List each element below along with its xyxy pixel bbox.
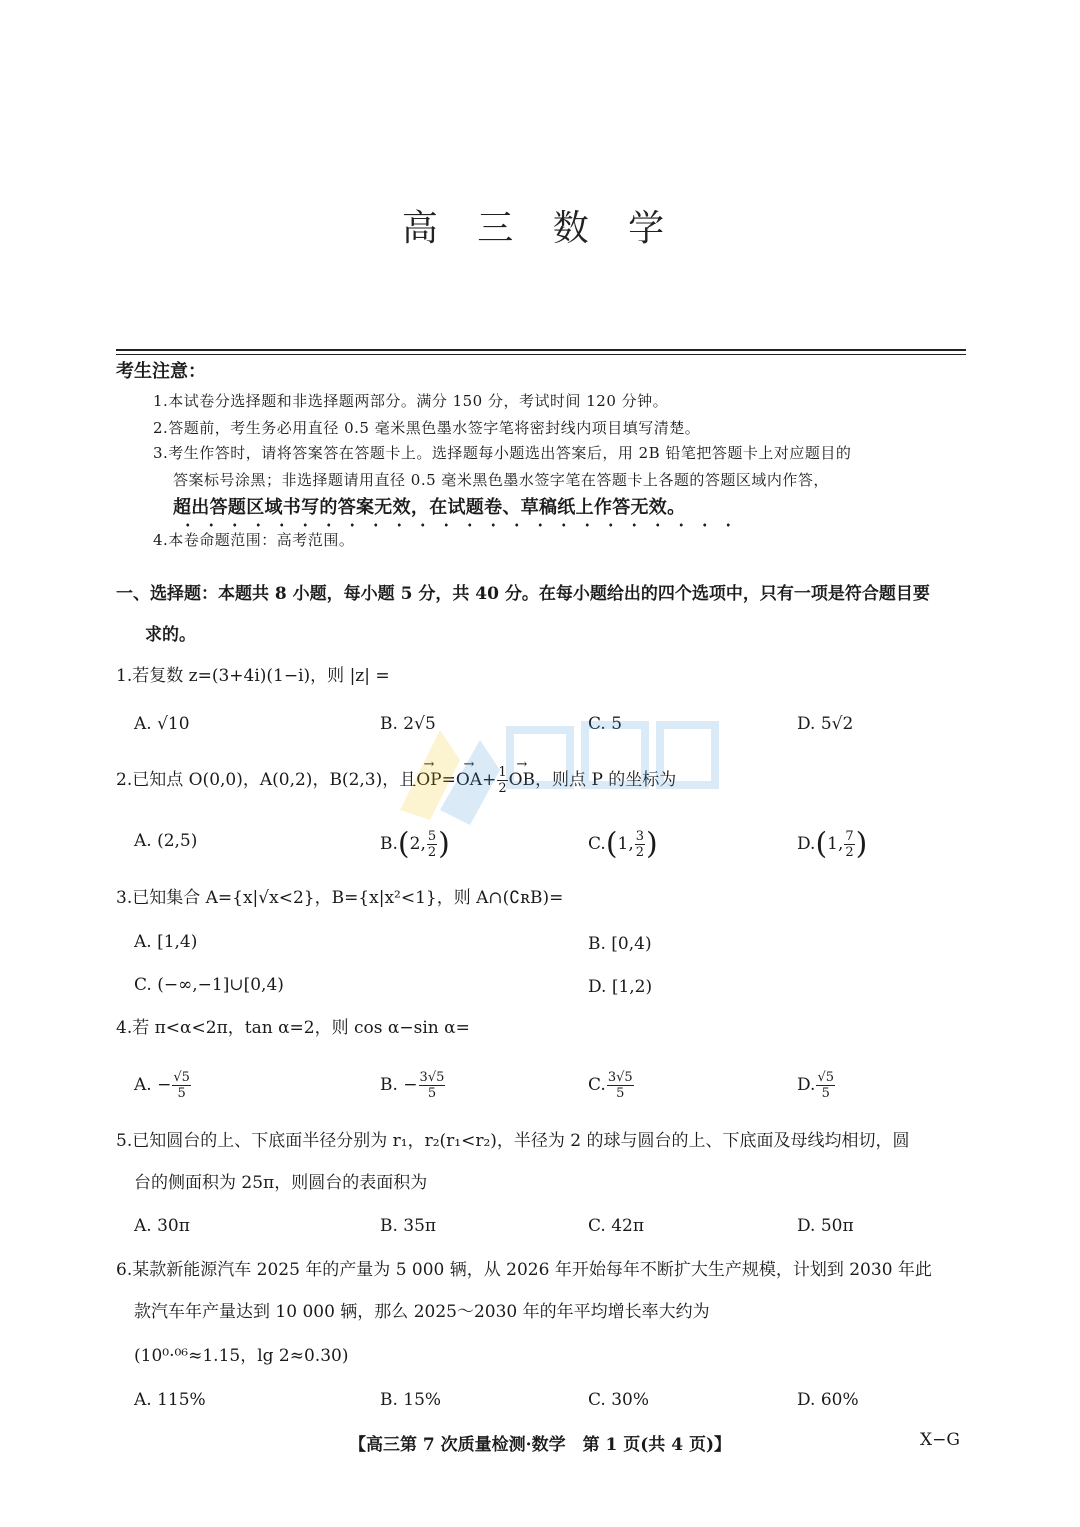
q6-option-b: B. 15% <box>380 1390 442 1410</box>
question-5-stem: 5.已知圆台的上、下底面半径分别为 r₁，r₂(r₁<r₂)，半径为 2 的球与圆台的上、下底面及母线均相切，圆 <box>116 1131 910 1151</box>
q5-option-a: A. 30π <box>134 1216 190 1236</box>
vector-ob: → OB <box>509 768 535 792</box>
question-4-stem: 4.若 π<α<2π，tan α=2，则 cos α−sin α= <box>116 1018 470 1038</box>
section-heading: 一、选择题：本题共 8 小题，每小题 5 分，共 40 分。在每小题给出的四个选项中，只有一项是符合题目要 <box>116 584 930 604</box>
q1-option-b: B. 2√5 <box>380 714 436 734</box>
q1-option-c: C. 5 <box>588 714 623 734</box>
q5-option-c: C. 42π <box>588 1216 645 1236</box>
q2-plus: + <box>482 770 497 790</box>
q3-option-b: B. [0,4) <box>588 934 652 954</box>
divider-thick <box>116 349 966 351</box>
question-6-hint: (10⁰·⁰⁶≈1.15，lg 2≈0.30) <box>134 1346 349 1366</box>
q5-option-b: B. 35π <box>380 1216 437 1236</box>
question-5-stem-cont: 台的侧面积为 25π，则圆台的表面积为 <box>134 1173 428 1193</box>
fraction: $\frac{3}{2}$ <box>635 829 645 860</box>
question-2-stem <box>116 765 676 796</box>
section-heading-cont: 求的。 <box>145 625 196 645</box>
fraction: $\frac{√5}{5}$ <box>817 1070 834 1101</box>
q6-option-a: A. 115% <box>134 1390 206 1410</box>
vector-op: → OP <box>416 768 441 792</box>
fraction: $\frac{3√5}{5}$ <box>419 1070 445 1101</box>
notice-item-2: 2.答题前，考生务必用直径 0.5 毫米黑色墨水签字笔将密封线内项目填写清楚。 <box>153 419 701 437</box>
vector-oa: → OA <box>456 768 482 792</box>
q6-option-c: C. 30% <box>588 1390 649 1410</box>
q2-option-a: A. (2,5) <box>134 831 198 851</box>
q2-option-c: C.(1, $\frac{3}{2}$ ) <box>588 826 658 862</box>
question-3-stem: 3.已知集合 A={x|√x<2}，B={x|x²<1}，则 A∩(∁ʀB)= <box>116 888 564 908</box>
q4-option-b: B. − $\frac{3√5}{5}$ <box>380 1070 445 1101</box>
page-footer: 【高三第 7 次质量检测·数学 第 1 页(共 4 页)】 <box>348 1435 731 1455</box>
q2-eq: = <box>441 770 456 790</box>
notice-heading: 考生注意： <box>116 361 206 382</box>
fraction: $\frac{7}{2}$ <box>845 829 854 860</box>
q6-option-d: D. 60% <box>797 1390 859 1410</box>
q2-stem-a: 2.已知点 O(0,0)，A(0,2)，B(2,3)，且 <box>116 770 417 790</box>
page-title: 高 三 数 学 <box>401 208 679 249</box>
q5-option-d: D. 50π <box>797 1216 854 1236</box>
q4-option-a: A. − $\frac{√5}{5}$ <box>134 1070 190 1101</box>
notice-item-3: 3.考生作答时，请将答案答在答题卡上。选择题每小题选出答案后，用 2B 铅笔把答题卡上对应题目的 <box>153 444 852 462</box>
question-6-stem-cont: 款汽车年产量达到 10 000 辆，那么 2025～2030 年的年平均增长率大约为 <box>134 1302 710 1322</box>
notice-item-3-cont: 答案标号涂黑；非选择题请用直径 0.5 毫米黑色墨水签字笔在答题卡上各题的答题区域内作答， <box>173 471 829 489</box>
notice-item-4: 4.本卷命题范围：高考范围。 <box>153 531 355 549</box>
q4-option-d: D. $\frac{√5}{5}$ <box>797 1070 834 1101</box>
question-1-stem: 1.若复数 z=(3+4i)(1−i)，则 |z| = <box>116 666 390 686</box>
q2-option-b: B.(2, $\frac{5}{2}$ ) <box>380 826 450 862</box>
question-6-stem: 6.某款新能源汽车 2025 年的产量为 5 000 辆，从 2026 年开始每年不断扩大生产规模，计划到 2030 年此 <box>116 1260 932 1280</box>
notice-item-1: 1.本试卷分选择题和非选择题两部分。满分 150 分，考试时间 120 分钟。 <box>153 392 669 410</box>
notice-emphasis: 超出答题区域书写的答案无效，在试题卷、草稿纸上作答无效。 <box>173 497 686 518</box>
fraction: $\frac{√5}{5}$ <box>173 1070 190 1101</box>
q3-option-c: C. (−∞,−1]∪[0,4) <box>134 975 284 995</box>
q1-option-d: D. 5√2 <box>797 714 854 734</box>
divider-thin <box>116 354 966 355</box>
fraction-half: $\frac{1}{2}$ <box>498 765 507 796</box>
fraction: $\frac{3√5}{5}$ <box>607 1070 633 1101</box>
q2-option-d: D.(1, $\frac{7}{2}$ ) <box>797 826 868 862</box>
q3-option-d: D. [1,2) <box>588 977 653 997</box>
q2-stem-b: ，则点 P 的坐标为 <box>535 770 677 790</box>
fraction: $\frac{5}{2}$ <box>427 829 437 860</box>
q4-option-c: C. $\frac{3√5}{5}$ <box>588 1070 633 1101</box>
q3-option-a: A. [1,4) <box>134 932 198 952</box>
paper-code: X−G <box>920 1430 960 1450</box>
q1-option-a: A. √10 <box>134 714 190 734</box>
